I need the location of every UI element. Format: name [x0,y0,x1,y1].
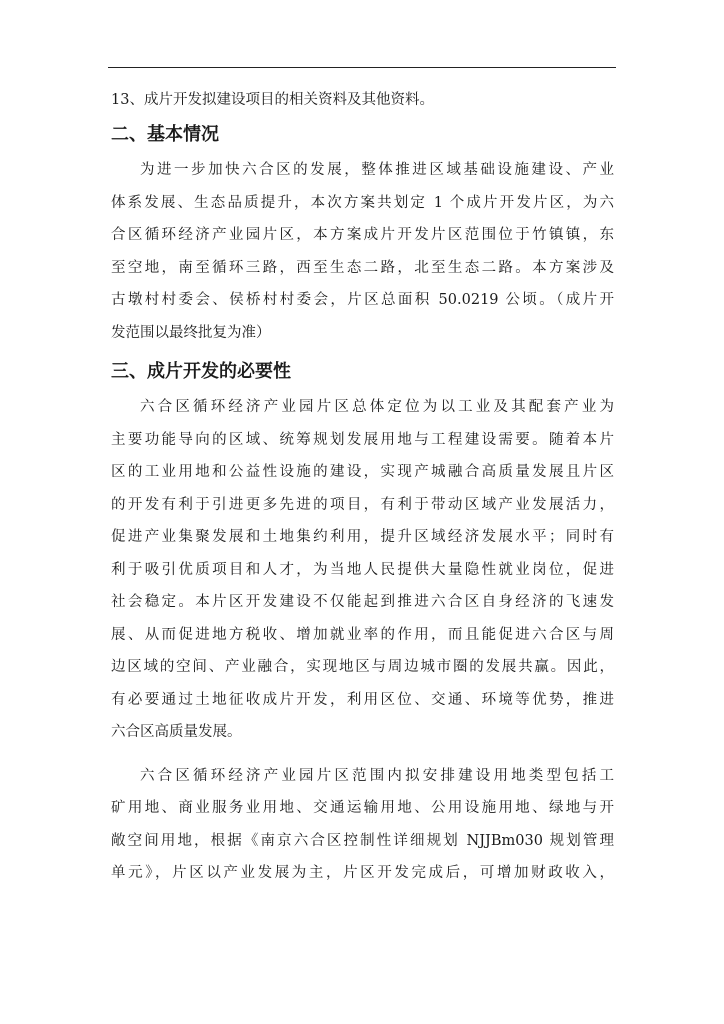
paragraph-line: 展、从而促进地方税收、增加就业率的作用，而且能促进六合区与周 [111,626,614,643]
paragraph-line: 单元》，片区以产业发展为主，片区开发完成后，可增加财政收入， [111,865,614,881]
paragraph-line: 边区域的空间、产业融合，实现地区与周边城市圈的发展共赢。因此， [111,659,614,675]
paragraph-line: 体系发展、生态品质提升，本次方案共划定 1 个成片开发片区，为六 [111,194,614,211]
paragraph-line: 古墩村村委会、侯桥村村委会，片区总面积 50.0219 公顷。（成片开 [111,292,614,308]
paragraph-line: 的开发有利于引进更多先进的项目，有利于带动区域产业发展活力， [111,496,614,513]
paragraph-line: 为进一步加快六合区的发展，整体推进区域基础设施建设、产业 [140,162,614,178]
document-body [111,89,614,901]
section-heading-necessity: 三、成片开发的必要性 [111,361,291,382]
paragraph-line: 合区循环经济产业园片区，本方案成片开发片区范围位于竹镇镇，东 [111,227,614,243]
paragraph-line: 利于吸引优质项目和人才，为当地人民提供大量隐性就业岗位，促进 [111,561,614,578]
paragraph-line: 主要功能导向的区域、统筹规划发展用地与工程建设需要。随着本片 [111,431,614,448]
paragraph-line: 矿用地、商业服务业用地、交通运输用地、公用设施用地、绿地与开 [111,800,614,816]
list-item-13: 13、成片开发拟建设项目的相关资料及其他资料。 [111,92,434,108]
paragraph-line: 六合区循环经济产业园片区总体定位为以工业及其配套产业为 [140,399,614,415]
paragraph-line: 六合区循环经济产业园片区范围内拟安排建设用地类型包括工 [140,767,614,784]
paragraph-basic-info [111,154,614,349]
section-heading-basic-info: 二、基本情况 [111,124,219,145]
paragraph-line: 至空地，南至循环三路，西至生态二路，北至生态二路。本方案涉及 [111,259,614,276]
paragraph-line: 发范围以最终批复为准） [111,324,271,341]
paragraph-land-use [111,760,614,890]
paragraph-line: 社会稳定。本片区开发建设不仅能起到推进六合区自身经济的飞速发 [111,594,614,610]
paragraph-line: 六合区高质量发展。 [111,724,242,740]
paragraph-line: 有必要通过土地征收成片开发，利用区位、交通、环境等优势，推进 [111,691,614,708]
header-rule [108,67,616,68]
paragraph-necessity [111,391,614,749]
paragraph-line: 敞空间用地，根据《南京六合区控制性详细规划 NJJBm030 规划管理 [111,832,614,849]
paragraph-line: 区的工业用地和公益性设施的建设，实现产城融合高质量发展且片区 [111,464,614,480]
paragraph-line: 促进产业集聚发展和土地集约利用，提升区域经济发展水平；同时有 [111,529,614,545]
